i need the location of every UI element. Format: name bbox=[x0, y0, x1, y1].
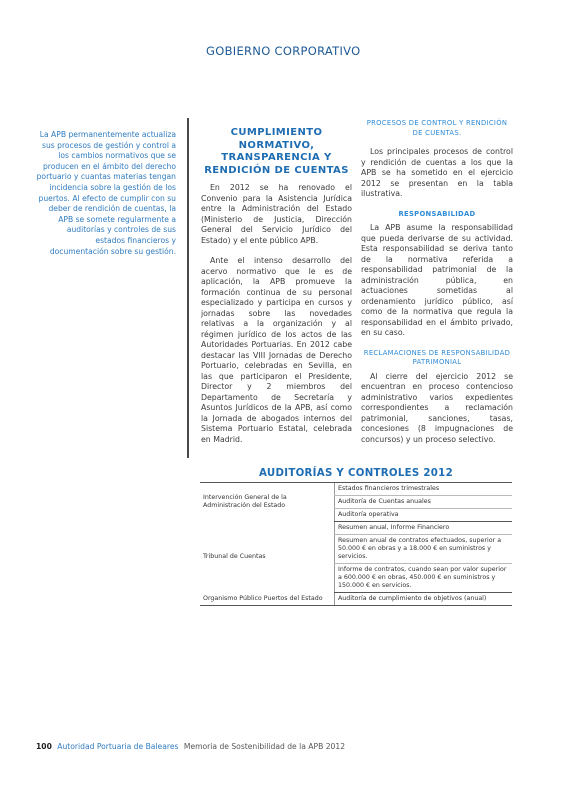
paragraph: La APB asume la responsabilidad que pueda derivarse de su actividad. Esta responsabilidad se deriva tanto de la normativa referida a responsabilidad patrimonial de la administración pública, en actuaciones sometidas al ordenamiento jurídico público, así como de la normativa que regula la responsabilidad en el ámbito privado, en su caso. bbox=[361, 223, 513, 337]
right-column bbox=[361, 119, 513, 445]
table-cell: Estados financieros trimestrales bbox=[335, 483, 513, 496]
page-footer bbox=[36, 742, 345, 751]
table-entity: Organismo Público Puertos del Estado bbox=[200, 593, 335, 606]
page-section-title: GOBIERNO CORPORATIVO bbox=[206, 44, 361, 58]
footer-document-title: Memoria de Sostenibilidad de la APB 2012 bbox=[183, 742, 346, 751]
column-divider bbox=[187, 118, 189, 458]
subsection-heading: RECLAMACIONES DE RESPONSABILIDAD PATRIMONIAL bbox=[363, 348, 511, 366]
paragraph: En 2012 se ha renovado el Convenio para la Asistencia Jurídica entre la Administración del Estado (Ministerio de Justicia, Dirección General del Servicio Jurídico del Estado) y el ente público APB. bbox=[201, 183, 352, 245]
table-cell: Auditoría operativa bbox=[335, 509, 513, 522]
table-entity: Intervención General de la Administración del Estado bbox=[200, 483, 335, 522]
table-cell: Auditoría de Cuentas anuales bbox=[335, 496, 513, 509]
table-title: AUDITORÍAS Y CONTROLES 2012 bbox=[259, 468, 453, 479]
table-cell: Resumen anual de contratos efectuados, superior a 50.000 € en obras y a 18.000 € en suministros y servicios. bbox=[335, 535, 513, 564]
paragraph: Los principales procesos de control y rendición de cuentas a los que la APB se ha sometido en el ejercicio 2012 se presentan en la tabla ilustrativa. bbox=[361, 147, 513, 198]
table-cell: Resumen anual, Informe Financiero bbox=[335, 522, 513, 535]
paragraph: Al cierre del ejercicio 2012 se encuentran en proceso contencioso administrativo varios expedientes correspondientes a reclamación patrimonial, sanciones, tasas, concesiones (8 impugnaciones de concursos) y un proceso selectivo. bbox=[361, 371, 513, 444]
subsection-heading: PROCESOS DE CONTROL Y RENDICIÓN DE CUENTAS. bbox=[366, 119, 508, 137]
subsection-heading: RESPONSABILIDAD bbox=[398, 209, 476, 218]
table-cell: Informe de contratos, cuando sean por valor superior a 600.000 € en obras, 450.000 € en suministros y 150.000 € en servicios. bbox=[335, 564, 513, 593]
table-entity: Tribunal de Cuentas bbox=[203, 553, 266, 560]
table-cell: Auditoría de cumplimiento de objetivos (anual) bbox=[335, 593, 513, 606]
sidebar-summary: La APB permanentemente actualiza sus procesos de gestión y control a los cambios normativos que se producen en el ámbito del derecho portuario y cuantas materias tengan incidencia sobre la gestión de los puertos. Al efecto de cumplir con su deber de rendición de cuentas, la APB se somete regularmente a auditorías y controles de sus estados financieros y documentación sobre su gestión. bbox=[36, 130, 176, 256]
audits-table bbox=[200, 482, 512, 606]
section-heading: CUMPLIMIENTO NORMATIVO, TRANSPARENCIA Y RENDICIÓN DE CUENTAS bbox=[204, 127, 349, 176]
middle-column bbox=[201, 127, 352, 445]
footer-organization: Autoridad Portuaria de Baleares bbox=[57, 742, 179, 751]
paragraph: Ante el intenso desarrollo del acervo normativo que le es de aplicación, la APB promueve la formación continua de su personal especializado y participa en cursos y jornadas sobre las novedades relativas a la organización y al régimen jurídico de los actos de las Autoridades Portuarias. En 2012 cabe destacar las VIII Jornadas de Derecho Portuario, celebradas en Sevilla, en las que participaron el Presidente, Director y 2 miembros del Departamento de Secretaría y Asuntos Jurídicos de la APB, así como la Jornada de abogados internos del Sistema Portuario Estatal, celebrada en Madrid. bbox=[201, 256, 352, 444]
page-number: 100 bbox=[36, 742, 52, 751]
